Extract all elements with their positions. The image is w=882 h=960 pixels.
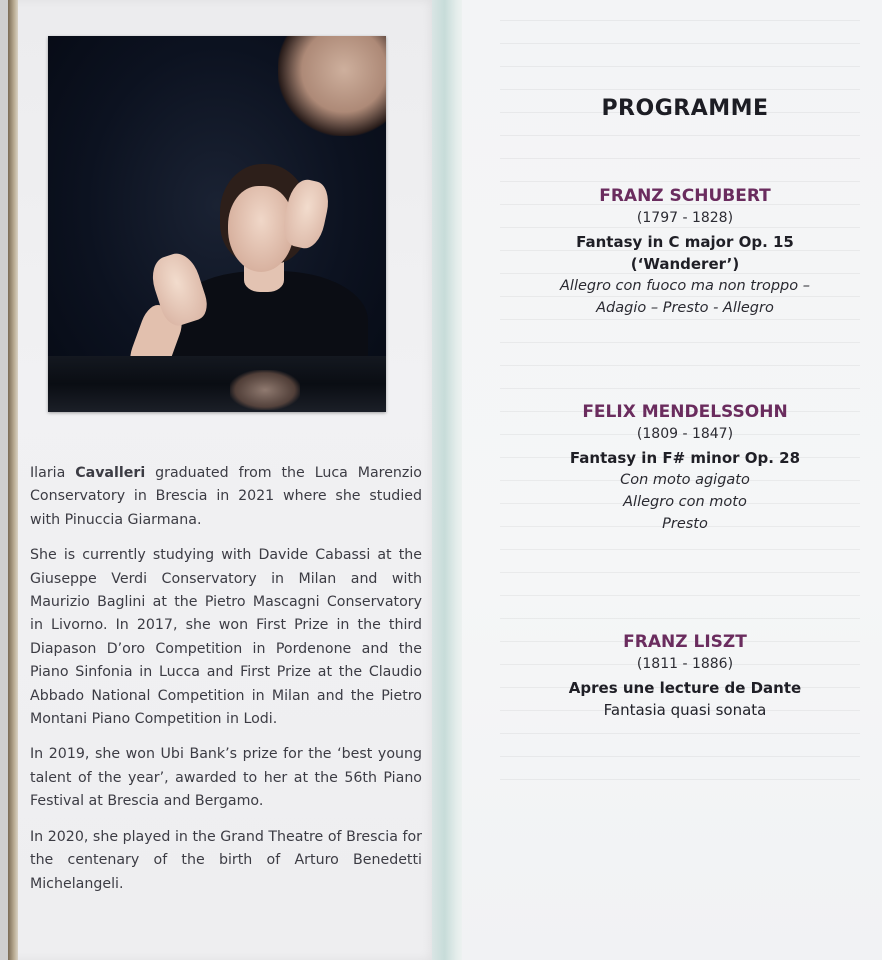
- movement: Adagio – Presto - Allegro: [596, 300, 774, 316]
- bio-paragraph-1-text: graduated from the Luca Marenzio Conservatory in Brescia in 2021 where she studied with Pinuccia Giarmana.: [30, 465, 422, 528]
- bio-paragraph-1: [30, 462, 422, 532]
- movement: Con moto agigato: [620, 472, 750, 488]
- biography: [30, 462, 422, 908]
- composer-name: FRANZ SCHUBERT: [599, 186, 771, 206]
- work-title: Apres une lecture de Dante: [568, 679, 802, 697]
- pianist-photo: [48, 36, 386, 412]
- movement: Allegro con moto: [623, 494, 747, 510]
- composer-name: FELIX MENDELSSOHN: [582, 402, 788, 422]
- photo-reflection: [278, 36, 386, 136]
- composer-dates: (1811 - 1886): [636, 656, 734, 672]
- work-subtitle: Fantasia quasi sonata: [603, 701, 767, 719]
- composer-dates: (1797 - 1828): [636, 210, 734, 226]
- movement: Allegro con fuoco ma non troppo –: [560, 278, 810, 294]
- photo-piano-reflection: [230, 370, 300, 410]
- bio-paragraph-3: In 2019, she won Ubi Bank’s prize for the ‘best young talent of the year’, awarded to her at the 56th Piano Festival at Brescia and Bergamo.: [30, 746, 422, 810]
- bio-paragraph-2: She is currently studying with Davide Cabassi at the Giuseppe Verdi Conservatory in Milan and with Maurizio Baglini at the Pietro Mascagni Conservatory in Livorno. In 2017, she won First Prize in the third Diapason D’oro Competition in Pordenone and the Piano Sinfonia in Lucca and First Prize at the Claudio Abbado National Competition in Milan and the Pietro Montani Piano Competition in Lodi.: [30, 547, 422, 728]
- bio-paragraph-4: In 2020, she played in the Grand Theatre of Brescia for the centenary of the birth of Arturo Benedetti Michelangeli.: [30, 828, 422, 892]
- programme-item-mendelssohn: [520, 402, 850, 535]
- programme-item-schubert: [520, 186, 850, 319]
- page-edge: [8, 0, 18, 960]
- programme-title: PROGRAMME: [601, 96, 769, 121]
- programme-section: [520, 0, 850, 960]
- bio-first-name: Ilaria: [30, 465, 76, 481]
- work-title: Fantasy in F# minor Op. 28: [569, 449, 801, 467]
- composer-name: FRANZ LISZT: [623, 632, 747, 652]
- movement: Presto: [662, 516, 708, 532]
- bio-surname: Cavalleri: [75, 465, 146, 481]
- programme-item-liszt: [520, 632, 850, 721]
- work-title: Fantasy in C major Op. 15 (‘Wanderer’): [576, 233, 794, 273]
- photo-piano: [48, 356, 386, 412]
- composer-dates: (1809 - 1847): [636, 426, 734, 442]
